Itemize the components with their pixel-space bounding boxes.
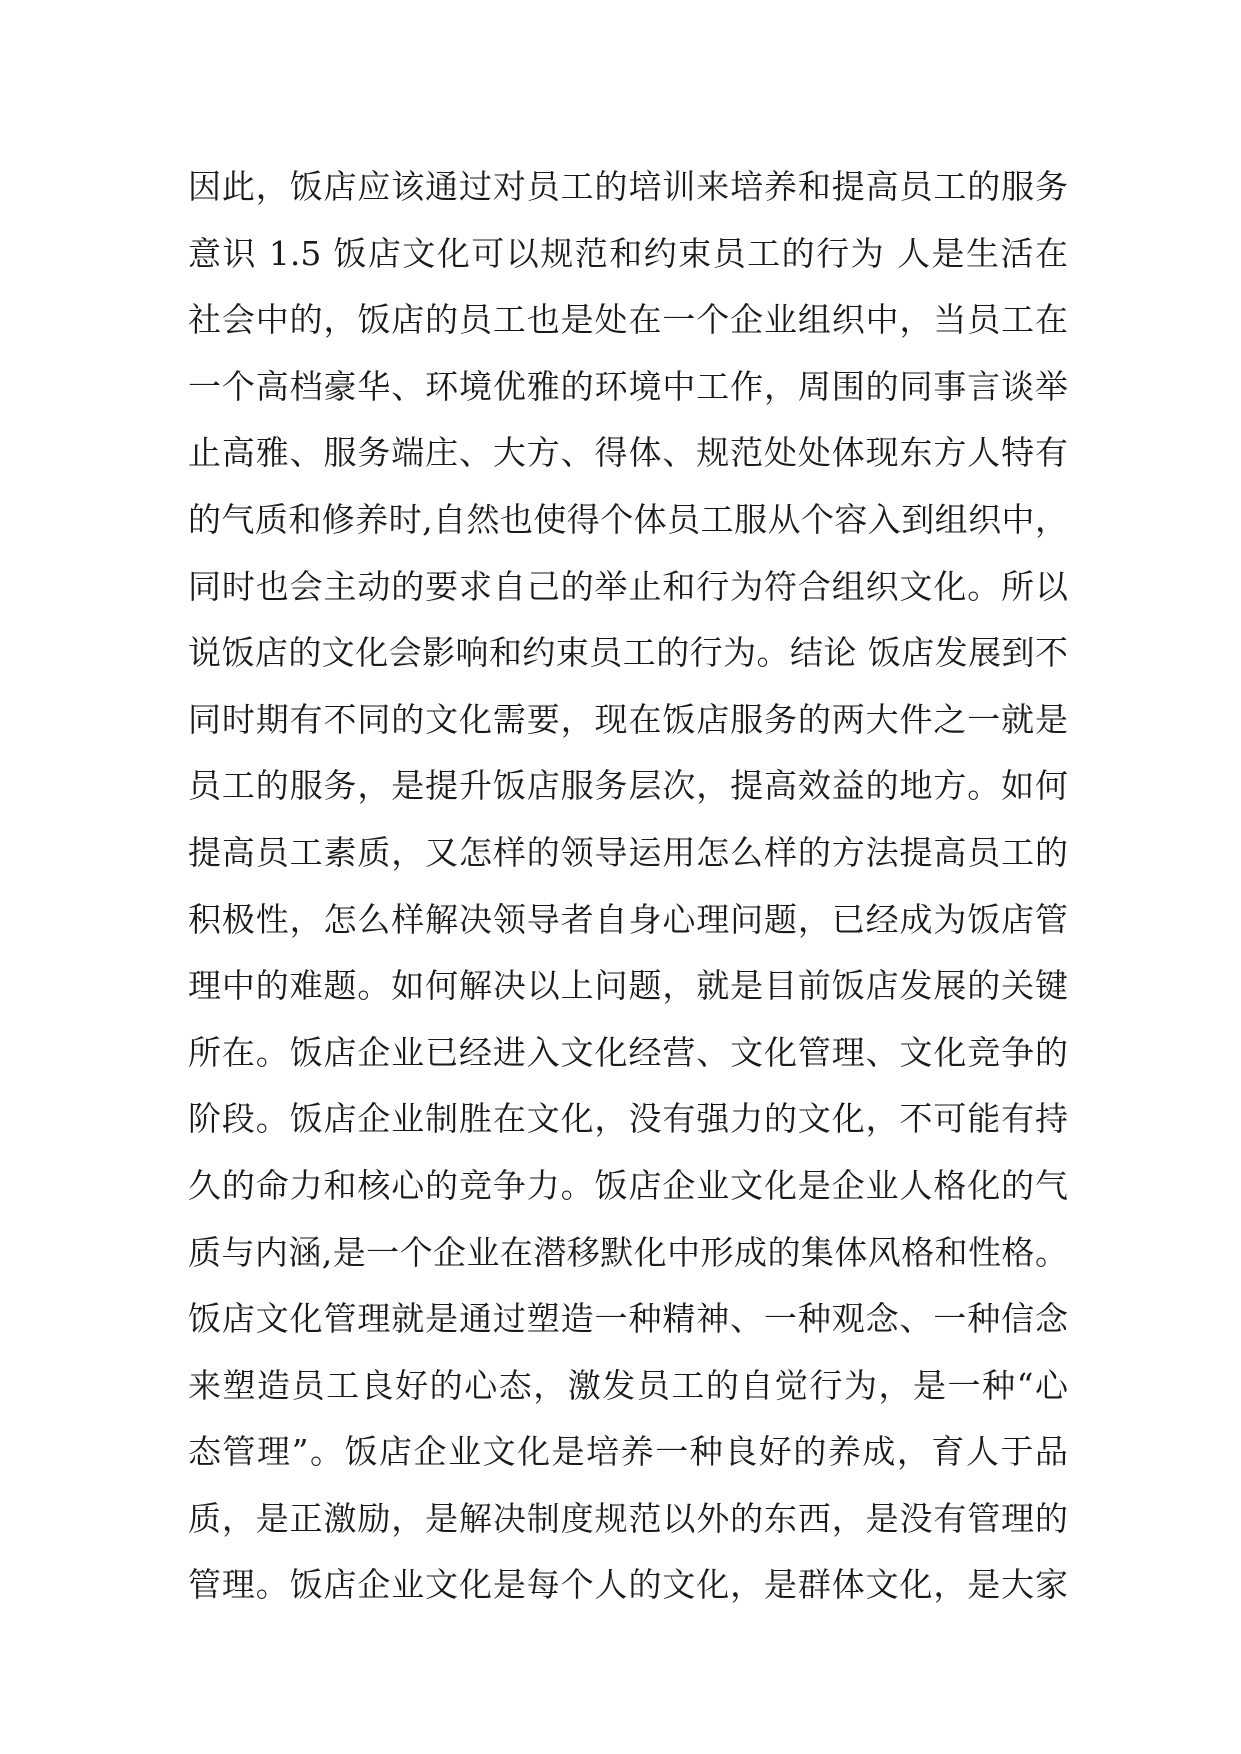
text-line: 提高员工素质，又怎样的领导运用怎么样的方法提高员工的 — [188, 832, 1068, 872]
text-line: 来塑造员工良好的心态，激发员工的自觉行为，是一种“心 — [188, 1365, 1068, 1405]
text-line: 的气质和修养时,自然也使得个体员工服从个容入到组织中， — [188, 499, 1068, 539]
text-line: 说饭店的文化会影响和约束员工的行为。结论 饭店发展到不 — [188, 633, 1068, 673]
text-line: 一个高档豪华、环境优雅的环境中工作，周围的同事言谈举 — [188, 366, 1068, 406]
text-line: 理中的难题。如何解决以上问题，就是目前饭店发展的关键 — [188, 966, 1068, 1006]
text-line: 质，是正激励，是解决制度规范以外的东西，是没有管理的 — [188, 1498, 1068, 1538]
text-line: 同时期有不同的文化需要，现在饭店服务的两大件之一就是 — [188, 699, 1068, 739]
body-text — [188, 154, 1068, 1619]
text-line: 态管理”。饭店企业文化是培养一种良好的养成，育人于品 — [188, 1432, 1068, 1472]
text-line: 所在。饭店企业已经进入文化经营、文化管理、文化竞争的 — [188, 1032, 1068, 1072]
text-line: 员工的服务，是提升饭店服务层次，提高效益的地方。如何 — [188, 766, 1068, 806]
text-line: 阶段。饭店企业制胜在文化，没有强力的文化，不可能有持 — [188, 1099, 1068, 1139]
text-line: 止高雅、服务端庄、大方、得体、规范处处体现东方人特有 — [188, 433, 1068, 473]
text-line: 意识 1.5 饭店文化可以规范和约束员工的行为 人是生活在 — [188, 233, 1068, 273]
text-line: 同时也会主动的要求自己的举止和行为符合组织文化。所以 — [188, 566, 1068, 606]
text-line: 久的命力和核心的竞争力。饭店企业文化是企业人格化的气 — [188, 1165, 1068, 1205]
text-line: 饭店文化管理就是通过塑造一种精神、一种观念、一种信念 — [188, 1299, 1068, 1339]
text-line: 管理。饭店企业文化是每个人的文化，是群体文化，是大家 — [188, 1565, 1068, 1605]
text-line: 质与内涵,是一个企业在潜移默化中形成的集体风格和性格。 — [188, 1232, 1068, 1272]
text-line: 因此，饭店应该通过对员工的培训来培养和提高员工的服务 — [188, 167, 1068, 206]
text-line: 积极性，怎么样解决领导者自身心理问题，已经成为饭店管 — [188, 899, 1068, 939]
text-line: 社会中的，饭店的员工也是处在一个企业组织中，当员工在 — [188, 300, 1068, 340]
